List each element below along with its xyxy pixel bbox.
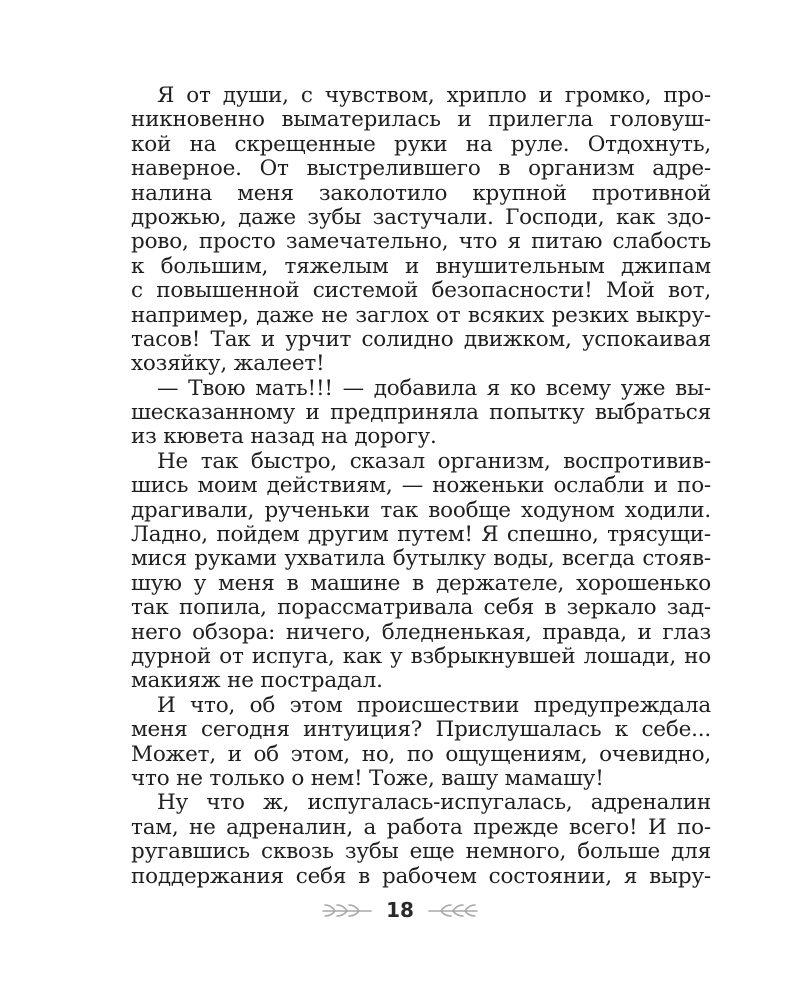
text-line: к большим, тяжелым и внушительным джипам (131, 253, 711, 279)
text-line: Не так быстро, сказал организм, воспротивив- (157, 448, 711, 474)
laurel-branch-right-icon (427, 902, 479, 918)
text-line: кой на скрещенные руки на руле. Отдохнуть, (131, 131, 711, 157)
text-line: драгивали, рученьки так вообще ходуном ходили. (131, 497, 711, 523)
text-line: что не только о нем! Тоже, вашу мамашу! (131, 765, 604, 791)
text-line: там, не адреналин, а работа прежде всего! И по- (131, 814, 711, 840)
text-line: него обзора: ничего, бледненькая, правда, и глаз (131, 619, 711, 645)
text-line: ругавшись сквозь зубы еще немного, больше для (131, 839, 711, 865)
text-line: налина меня заколотило крупной противной (131, 180, 711, 206)
text-line: Ладно, пойдем другим путем! Я спешно, трясущи- (131, 522, 711, 548)
text-line: И что, об этом происшествии предупреждала (157, 692, 711, 718)
text-line: мися руками ухватила бутылку воды, всегда стояв- (131, 546, 711, 572)
text-line: тасов! Так и урчит солидно движком, успокаивая (131, 326, 711, 352)
text-line: никновенно выматерилась и прилегла головуш- (131, 107, 711, 133)
text-line: хозяйку, жалеет! (131, 351, 325, 377)
text-line: из кювета назад на дорогу. (131, 424, 437, 450)
text-line: рово, просто замечательно, что я питаю слабость (131, 229, 711, 255)
text-line: шую у меня в машине в держателе, хорошенько (131, 570, 711, 596)
text-line: наверное. От выстрелившего в организм адре- (131, 156, 711, 182)
text-line: Может, и об этом, но, по ощущениям, очевидно, (131, 741, 711, 767)
page-number: 18 (386, 898, 414, 922)
text-line: так попила, порассматривала себя в зеркало зад- (131, 595, 711, 621)
page-footer (0, 895, 800, 925)
text-line: дрожью, даже зубы застучали. Господи, как здо- (131, 204, 711, 230)
text-line: — Твою мать!!! — добавила я ко всему уже вы- (157, 375, 711, 401)
text-line: шись моим действиям, — ноженьки ослабли и по- (131, 473, 711, 499)
text-line: поддержания себя в рабочем состоянии, я выру- (131, 863, 711, 889)
text-line: например, даже не заглох от всяких резких выкру- (131, 302, 711, 328)
text-line: макияж не пострадал. (131, 668, 383, 694)
text-line: шесказанному и предприняла попытку выбраться (131, 400, 711, 426)
text-line: Я от души, с чувством, хрипло и громко, про- (157, 83, 711, 108)
text-line: дурной от испуга, как у взбрыкнувшей лошади, но (131, 643, 711, 669)
text-line: меня сегодня интуиция? Прислушалась к себе... (131, 717, 711, 743)
body-text (131, 84, 711, 889)
text-line: с повышенной системой безопасности! Мой вот, (131, 278, 711, 304)
text-line: Ну что ж, испугалась-испугалась, адреналин (157, 790, 711, 816)
laurel-branch-left-icon (321, 902, 373, 918)
